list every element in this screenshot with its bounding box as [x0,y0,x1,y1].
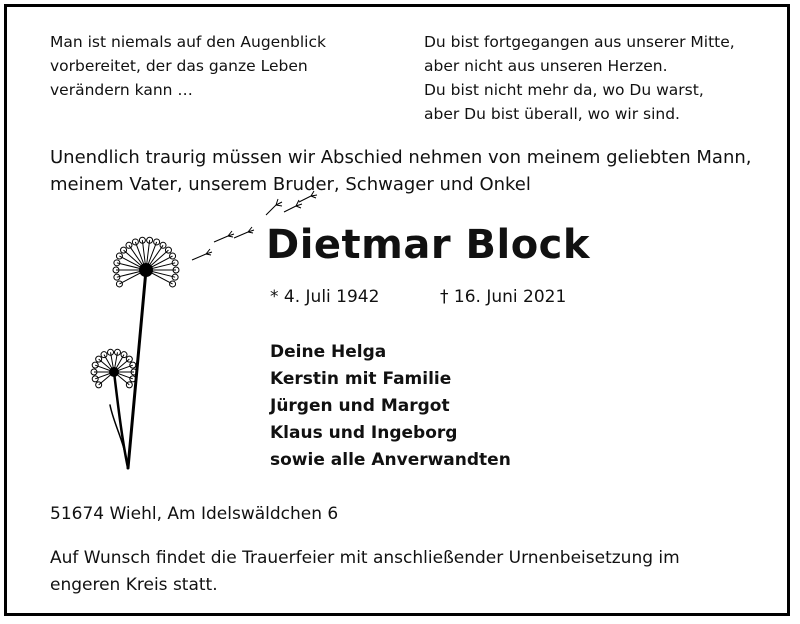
mourner: Jürgen und Margot [270,396,450,416]
quote-right-line: aber Du bist überall, wo wir sind. [424,105,680,123]
closing-text [50,545,680,599]
deceased-name: Dietmar Block [266,222,590,268]
quote-right-line: Du bist fortgegangen aus unserer Mitte, [424,33,735,51]
closing-line: engeren Kreis statt. [50,575,218,595]
mourner: Deine Helga [270,342,387,362]
birth-date: * 4. Juli 1942 [270,287,380,307]
mourners-list [270,339,511,474]
quote-left [50,30,326,102]
mourner: Klaus und Ingeborg [270,423,458,443]
intro-line: meinem Vater, unserem Bruder, Schwager und Onkel [50,174,531,195]
death-date: † 16. Juni 2021 [440,287,567,307]
mourner: Kerstin mit Familie [270,369,452,389]
quote-right-line: aber nicht aus unseren Herzen. [424,57,668,75]
mourner: sowie alle Anverwandten [270,450,511,470]
quote-left-line: Man ist niemals auf den Augenblick [50,33,326,51]
quote-left-line: verändern kann … [50,81,193,99]
intro-line: Unendlich traurig müssen wir Abschied nehmen von meinem geliebten Mann, [50,147,752,168]
quote-right [424,30,735,126]
quote-left-line: vorbereitet, der das ganze Leben [50,57,308,75]
quote-right-line: Du bist nicht mehr da, wo Du warst, [424,81,704,99]
address: 51674 Wiehl, Am Idelswäldchen 6 [50,504,339,524]
closing-line: Auf Wunsch findet die Trauerfeier mit anschließender Urnenbeisetzung im [50,548,680,568]
